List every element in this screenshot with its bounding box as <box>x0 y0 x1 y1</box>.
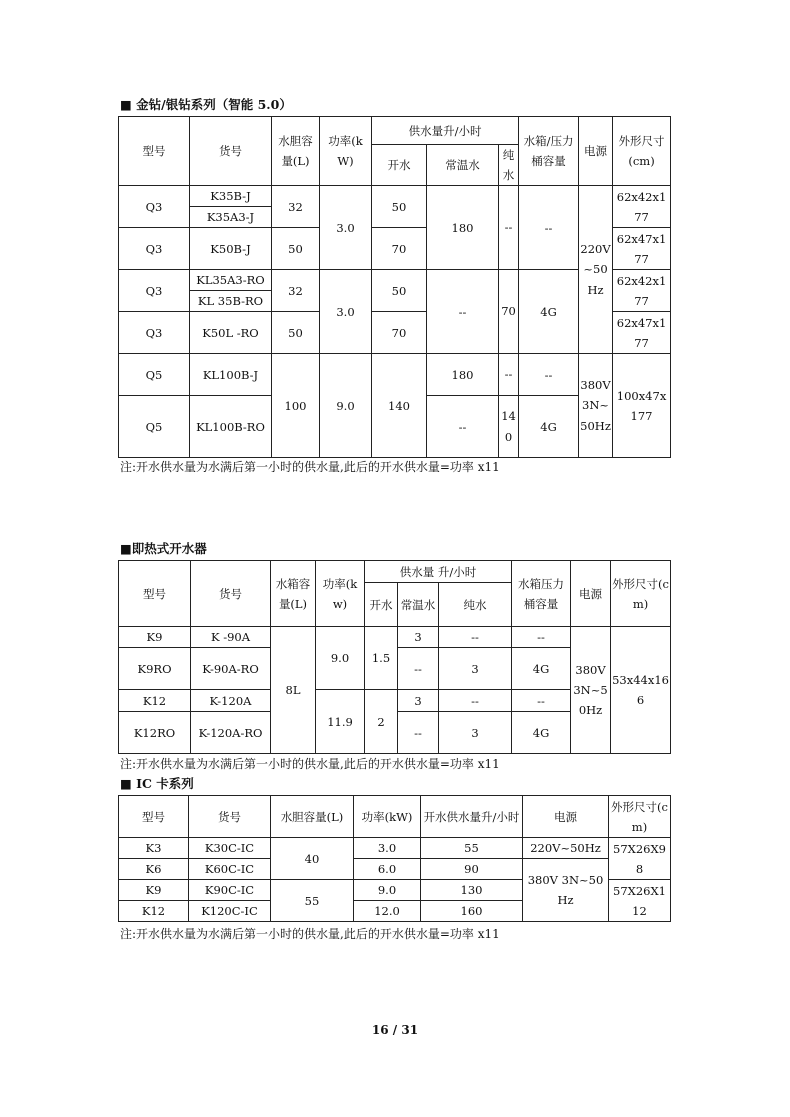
cell-model: Q3 <box>119 228 190 270</box>
cell-item: KL100B-J <box>190 354 272 396</box>
cell-power: 3.0 <box>320 186 372 270</box>
cell-tank: 8L <box>271 627 316 754</box>
cell-size: 100x47x177 <box>613 354 671 458</box>
section-heading-ic-card: ■ IC 卡系列 <box>120 776 194 791</box>
cell-item: K50L -RO <box>190 312 272 354</box>
header-supply: 供水量升/小时 <box>372 117 519 145</box>
cell-model: K12 <box>119 901 189 922</box>
cell-normal: -- <box>398 648 439 690</box>
cell-item: KL35A3-RO <box>190 270 272 291</box>
header-model: 型号 <box>119 561 191 627</box>
cell-item: K -90A <box>191 627 271 648</box>
cell-power: 9.0 <box>320 354 372 458</box>
header-power: 功率(kW) <box>320 117 372 186</box>
cell-supply: 160 <box>421 901 523 922</box>
cell-boiling: 70 <box>372 312 427 354</box>
ic-card-series-table <box>118 795 671 922</box>
cell-item: K35A3-J <box>190 207 272 228</box>
cell-boiling: 2 <box>365 690 398 754</box>
header-item: 货号 <box>190 117 272 186</box>
cell-item: K-90A-RO <box>191 648 271 690</box>
table-note-ic-card: 注:开水供水量为水满后第一小时的供水量,此后的开水供水量=功率 x11 <box>120 927 500 941</box>
header-size: 外形尺寸(cm) <box>609 796 671 838</box>
cell-pure: -- <box>439 690 512 712</box>
cell-tank: -- <box>519 186 579 270</box>
cell-model: K6 <box>119 859 189 880</box>
cell-tank: 4G <box>519 396 579 458</box>
cell-power-source: 220V~50Hz <box>579 186 613 354</box>
cell-pure: -- <box>499 186 519 270</box>
cell-size: 53x44x166 <box>611 627 671 754</box>
cell-normal: -- <box>427 396 499 458</box>
header-power: 功率(kw) <box>316 561 365 627</box>
cell-supply: 55 <box>421 838 523 859</box>
header-supply: 供水量 升/小时 <box>365 561 512 583</box>
header-normal: 常温水 <box>398 583 439 627</box>
cell-pressure-tank: -- <box>512 690 571 712</box>
header-pressure-tank: 水箱压力桶容量 <box>512 561 571 627</box>
header-tank: 水箱/压力桶容量 <box>519 117 579 186</box>
header-item: 货号 <box>189 796 271 838</box>
cell-capacity: 50 <box>272 228 320 270</box>
gold-silver-series-table <box>118 116 671 458</box>
cell-model: K12RO <box>119 712 191 754</box>
cell-model: K3 <box>119 838 189 859</box>
cell-model: Q3 <box>119 312 190 354</box>
cell-pure: 70 <box>499 270 519 354</box>
header-size: 外形尺寸(cm) <box>611 561 671 627</box>
header-normal: 常温水 <box>427 145 499 186</box>
header-pure: 纯水 <box>439 583 512 627</box>
cell-capacity: 40 <box>271 838 354 880</box>
cell-normal: 3 <box>398 627 439 648</box>
header-supply: 开水供水量升/小时 <box>421 796 523 838</box>
header-capacity: 水胆容量(L) <box>271 796 354 838</box>
cell-normal: 3 <box>398 690 439 712</box>
header-boiling: 开水 <box>372 145 427 186</box>
cell-boiling: 50 <box>372 186 427 228</box>
cell-item: K120C-IC <box>189 901 271 922</box>
cell-pressure-tank: 4G <box>512 712 571 754</box>
cell-model: Q3 <box>119 186 190 228</box>
cell-size: 62x47x177 <box>613 312 671 354</box>
cell-item: KL 35B-RO <box>190 291 272 312</box>
cell-pure: 140 <box>499 396 519 458</box>
cell-supply: 90 <box>421 859 523 880</box>
cell-pure: 3 <box>439 648 512 690</box>
cell-item: K30C-IC <box>189 838 271 859</box>
cell-size: 62x42x177 <box>613 186 671 228</box>
cell-item: K60C-IC <box>189 859 271 880</box>
cell-item: KL100B-RO <box>190 396 272 458</box>
cell-item: K-120A <box>191 690 271 712</box>
cell-item: K35B-J <box>190 186 272 207</box>
cell-normal: 180 <box>427 354 499 396</box>
cell-pure: -- <box>499 354 519 396</box>
cell-power: 6.0 <box>354 859 421 880</box>
cell-power: 12.0 <box>354 901 421 922</box>
cell-normal: 180 <box>427 186 499 270</box>
header-pure: 纯水 <box>499 145 519 186</box>
cell-model: K9 <box>119 627 191 648</box>
header-tank: 水箱容量(L) <box>271 561 316 627</box>
cell-capacity: 32 <box>272 186 320 228</box>
cell-model: Q3 <box>119 270 190 312</box>
cell-power-source: 220V~50Hz <box>523 838 609 859</box>
cell-size: 57X26X112 <box>609 880 671 922</box>
cell-boiling: 1.5 <box>365 627 398 690</box>
table-note-gold-silver: 注:开水供水量为水满后第一小时的供水量,此后的开水供水量=功率 x11 <box>120 460 500 474</box>
cell-boiling: 70 <box>372 228 427 270</box>
header-power: 功率(kW) <box>354 796 421 838</box>
cell-supply: 130 <box>421 880 523 901</box>
header-size: 外形尺寸(cm) <box>613 117 671 186</box>
cell-pure: -- <box>439 627 512 648</box>
header-power-source: 电源 <box>523 796 609 838</box>
header-boiling: 开水 <box>365 583 398 627</box>
cell-power: 9.0 <box>316 627 365 690</box>
header-item: 货号 <box>191 561 271 627</box>
cell-capacity: 100 <box>272 354 320 458</box>
page-number: 16 / 31 <box>371 1023 419 1037</box>
cell-capacity: 50 <box>272 312 320 354</box>
cell-model: K9RO <box>119 648 191 690</box>
cell-boiling: 50 <box>372 270 427 312</box>
header-power-source: 电源 <box>571 561 611 627</box>
cell-capacity: 55 <box>271 880 354 922</box>
header-capacity: 水胆容量(L) <box>272 117 320 186</box>
cell-model: K9 <box>119 880 189 901</box>
cell-model: Q5 <box>119 354 190 396</box>
cell-model: Q5 <box>119 396 190 458</box>
cell-tank: 4G <box>519 270 579 354</box>
cell-power-source: 380V3N~50Hz <box>571 627 611 754</box>
cell-item: K-120A-RO <box>191 712 271 754</box>
cell-item: K50B-J <box>190 228 272 270</box>
cell-size: 62x47x177 <box>613 228 671 270</box>
header-model: 型号 <box>119 117 190 186</box>
cell-model: K12 <box>119 690 191 712</box>
cell-power: 3.0 <box>320 270 372 354</box>
cell-normal: -- <box>427 270 499 354</box>
cell-capacity: 32 <box>272 270 320 312</box>
cell-power: 9.0 <box>354 880 421 901</box>
section-heading-instant: ■即热式开水器 <box>120 541 207 556</box>
cell-pressure-tank: 4G <box>512 648 571 690</box>
header-model: 型号 <box>119 796 189 838</box>
cell-boiling: 140 <box>372 354 427 458</box>
cell-pure: 3 <box>439 712 512 754</box>
cell-size: 57X26X98 <box>609 838 671 880</box>
table-note-instant: 注:开水供水量为水满后第一小时的供水量,此后的开水供水量=功率 x11 <box>120 757 500 771</box>
cell-size: 62x42x177 <box>613 270 671 312</box>
cell-power-source: 380V 3N~50Hz <box>523 859 609 922</box>
header-power-source: 电源 <box>579 117 613 186</box>
cell-power: 3.0 <box>354 838 421 859</box>
section-heading-gold-silver: ■ 金钻/银钻系列（智能 5.0） <box>120 97 292 112</box>
cell-power-source: 380V3N~50Hz <box>579 354 613 458</box>
instant-boiler-table <box>118 560 671 754</box>
cell-tank: -- <box>519 354 579 396</box>
cell-normal: -- <box>398 712 439 754</box>
cell-power: 11.9 <box>316 690 365 754</box>
cell-item: K90C-IC <box>189 880 271 901</box>
cell-pressure-tank: -- <box>512 627 571 648</box>
